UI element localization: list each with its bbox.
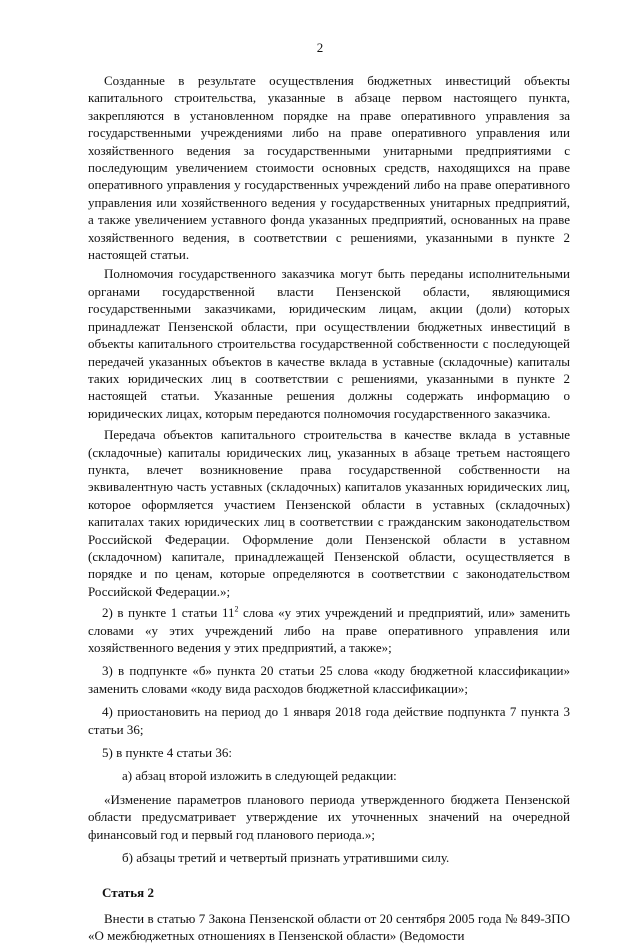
subitem-a: а) абзац второй изложить в следующей редакции: xyxy=(122,768,397,784)
article-superscript: 2 xyxy=(234,604,239,614)
amendment-item-2-text-end: слова «у этих учреждений и предприятий, или» заменить словами «у этих учреждений либо на праве оперативного управления или хозяйственного ведения у этих предприятий, а также»; xyxy=(88,605,570,655)
quoted-new-wording: «Изменение параметров планового периода утвержденного бюджета Пензенской области предусматривает утверждение их уточненных значений на очередной финансовый год и первый год планового периода.»; xyxy=(88,791,570,842)
amendment-item-5: 5) в пункте 4 статьи 36: xyxy=(102,745,232,761)
amendment-item-2 xyxy=(88,604,570,656)
document-body xyxy=(88,72,570,949)
subitem-b: б) абзацы третий и четвертый признать утратившими силу. xyxy=(122,850,450,866)
paragraph-customer-powers: Полномочия государственного заказчика могут быть переданы исполнительными органами государственной власти Пензенской области, являющимися государственными заказчиками, юридическим лицам, акции (доли) которых принадлежат Пензенской области, при осуществлении бюджетных инвестиций в объекты капитального строительства государственной собственности с последующей передачей указанных объектов в качестве вклада в уставные (складочные) капиталы таких юридических лиц в соответствии с решениями, указанными в пункте 2 настоящей статьи. Указанные решения должны содержать информацию о юридических лицах, которым передаются полномочия государственного заказчика. xyxy=(88,266,570,421)
article-2-heading: Статья 2 xyxy=(102,885,154,901)
page-number: 2 xyxy=(316,40,324,55)
article-2-text: Внести в статью 7 Закона Пензенской области от 20 сентября 2005 года № 849-ЗПО «О межбюджетных отношениях в Пензенской области» (Ведомости xyxy=(88,910,570,944)
paragraph-transfer-of-objects: Передача объектов капитального строительства в качестве вклада в уставные (складочные) капиталы юридических лиц, указанных в абзаце третьем настоящего пункта, влечет возникновение права государственной собственности на эквивалентную часть уставных (складочных) капиталов указанных юридических лиц, которое оформляется участием Пензенской области в уставных (складочных) капиталах таких юридических лиц в соответствии с гражданским законодательством Российской Федерации. Оформление доли Пензенской области в уставном (складочном) капитале, принадлежащей Пензенской области, осуществляется в порядке и по ценам, которые определяются в соответствии с законодательством Российской Федерации.»; xyxy=(88,427,570,599)
amendment-item-4: 4) приостановить на период до 1 января 2018 года действие подпункта 7 пункта 3 статьи 36; xyxy=(88,704,570,737)
amendment-item-2-text-start: 2) в пункте 1 статьи 11 xyxy=(102,605,235,621)
paragraph-capital-construction-objects: Созданные в результате осуществления бюджетных инвестиций объекты капитального строительства, указанные в абзаце первом настоящего пункта, закрепляются в установленном порядке на праве оперативного управления за государственными учреждениями либо на праве оперативного управления или хозяйственного ведения за государственными унитарными предприятиями с последующим увеличением стоимости основных средств, находящихся на праве оперативного управления у государственных учреждений либо на праве оперативного управления или хозяйственного ведения у государственных унитарных предприятий, а также увеличением уставного фонда указанных предприятий, основанных на праве хозяйственного ведения, в соответствии с решениями, указанными в пункте 2 настоящей статьи. xyxy=(88,73,570,263)
amendment-item-3: 3) в подпункте «б» пункта 20 статьи 25 слова «коду бюджетной классификации» заменить словами «коду вида расходов бюджетной классификации»; xyxy=(88,663,570,696)
